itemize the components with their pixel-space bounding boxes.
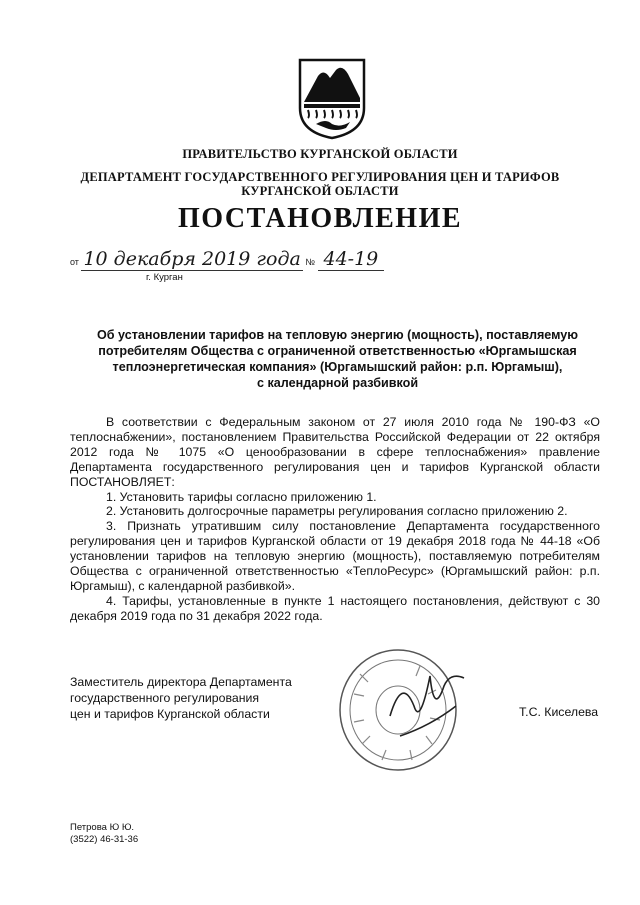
date-number-line <box>70 248 384 270</box>
executor-name: Петрова Ю Ю. <box>70 822 135 833</box>
department-name-line1: ДЕПАРТАМЕНТ ГОСУДАРСТВЕННОГО РЕГУЛИРОВАНИЯ ЦЕН И ТАРИФОВ <box>80 170 560 184</box>
position-line-3: цен и тарифов Курганской области <box>70 707 270 721</box>
department-name-line2: КУРГАНСКОЙ ОБЛАСТИ <box>241 184 399 198</box>
resolution-item-4: 4. Тарифы, установленные в пункте 1 настоящего постановления, действуют с 30 декабря 2019 года по 31 декабря 2022 года. <box>70 593 600 623</box>
executor-info <box>70 822 138 846</box>
city-label: г. Курган <box>146 272 183 283</box>
subject-line-4: с календарной разбивкой <box>256 376 419 390</box>
signatory-name: Т.С. Киселева <box>519 705 599 719</box>
number-prefix: № <box>305 257 315 267</box>
document-subject <box>70 327 605 391</box>
date-prefix: от <box>70 257 79 267</box>
preamble-paragraph: В соответствии с Федеральным законом от 27 июля 2010 года № 190-ФЗ «О теплоснабжении», постановлением Правительства Российской Федерации от 22 октября 2012 года № 1075 «О ценообразовании в сфере теплоснабжения» правление Департамента государственного регулирования цен и тарифов Курганской области ПОСТАНОВЛЯЕТ: <box>70 415 600 489</box>
executor-phone: (3522) 46-31-36 <box>70 834 139 845</box>
resolution-item-2: 2. Установить долгосрочные параметры регулирования согласно приложению 2. <box>106 504 568 519</box>
government-name: ПРАВИТЕЛЬСТВО КУРГАНСКОЙ ОБЛАСТИ <box>182 147 458 161</box>
official-seal-stamp <box>320 636 490 784</box>
subject-line-3: теплоэнергетическая компания» (Юргамышский район: р.п. Юргамыш), <box>112 360 563 374</box>
handwritten-number: 44-19 <box>318 248 385 271</box>
position-line-1: Заместитель директора Департамента <box>70 675 292 689</box>
coat-of-arms-emblem <box>296 56 368 140</box>
subject-line-1: Об установлении тарифов на тепловую энергию (мощность), поставляемую <box>96 328 579 342</box>
document-type-title: ПОСТАНОВЛЕНИЕ <box>177 203 463 234</box>
resolution-item-3: 3. Признать утратившим силу постановление Департамента государственного регулирования цен и тарифов Курганской области от 19 декабря 2018 года № 44-18 «Об установлении тарифов на тепловую энергию (мощность), поставляемую потребителям Общества с ограниченной ответственностью «ТеплоРесурс» (Юргамышский район: р.п. Юргамыш), с календарной разбивкой». <box>70 519 600 593</box>
resolution-item-1: 1. Установить тарифы согласно приложению 1. <box>106 489 377 504</box>
position-line-2: государственного регулирования <box>70 691 260 705</box>
subject-line-2: потребителям Общества с ограниченной ответственностью «Юргамышская <box>98 344 577 358</box>
signatory-position <box>70 674 292 722</box>
handwritten-date: 10 декабря 2019 года <box>83 248 301 270</box>
document-body <box>70 415 600 624</box>
